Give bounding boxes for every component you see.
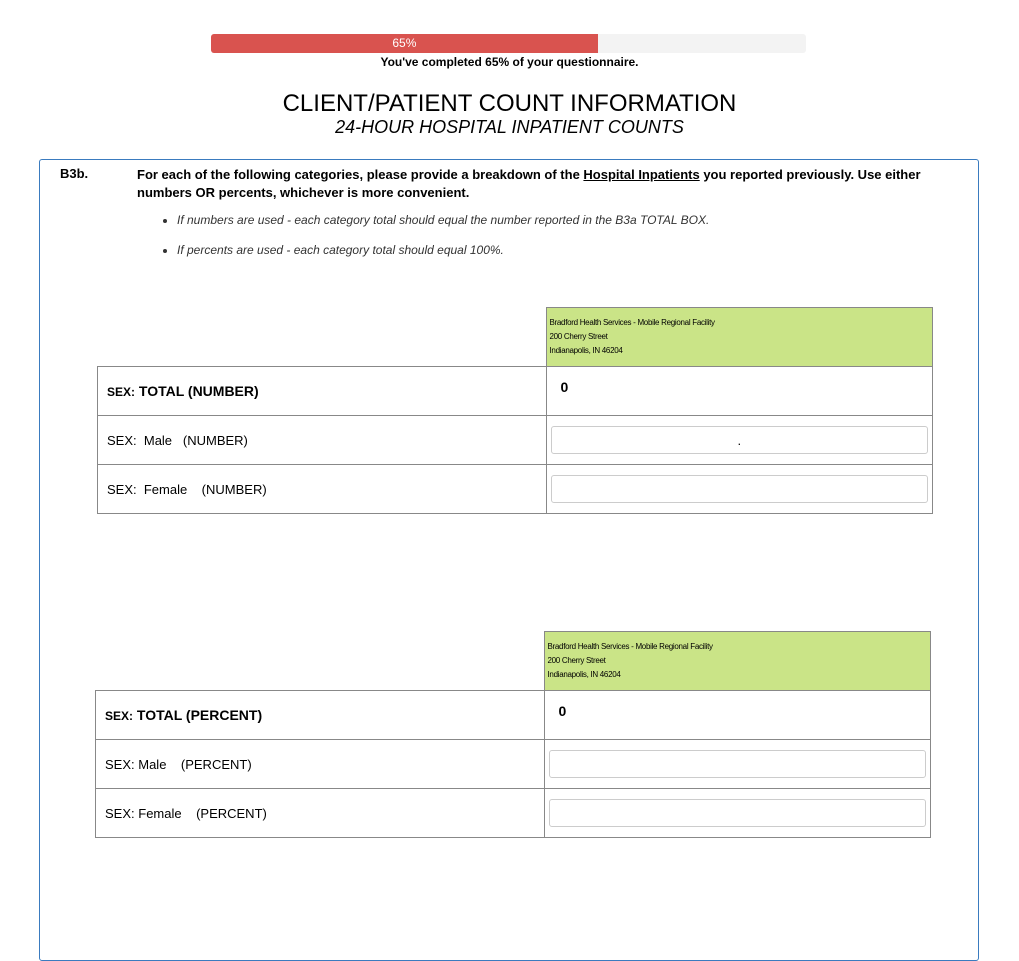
total-number-label: SEX: TOTAL (NUMBER) [98, 367, 547, 416]
question-number: B3b. [60, 166, 89, 181]
total-percent-label: SEX: TOTAL (PERCENT) [96, 691, 545, 740]
instruction-item: • If numbers are used - each category total should equal the number reported in the B3a TOTAL BOX. [177, 212, 709, 228]
page-subtitle: 24-HOUR HOSPITAL INPATIENT COUNTS [335, 117, 684, 137]
instruction-item: • If percents are used - each category total should equal 100%. [177, 242, 709, 258]
female-number-label: SEX: Female (NUMBER) [98, 465, 547, 514]
hospital-inpatients-link[interactable]: Hospital Inpatients [583, 167, 700, 182]
number-table [97, 307, 933, 514]
female-percent-label: SEX: Female (PERCENT) [96, 789, 545, 838]
male-percent-input[interactable] [549, 750, 927, 778]
progress-text: You've completed 65% of your questionnaire. [380, 55, 639, 69]
male-percent-label: SEX: Male (PERCENT) [96, 740, 545, 789]
total-percent-value: 0 [544, 691, 931, 740]
question-panel [39, 159, 979, 961]
female-percent-input[interactable] [549, 799, 927, 827]
facility-city: Indianapolis, IN 46204 [547, 670, 621, 679]
total-number-value: 0 [546, 367, 933, 416]
progress-bar [211, 34, 806, 53]
facility-street: 200 Cherry Street [547, 656, 606, 665]
question-text [137, 166, 947, 202]
facility-city: Indianapolis, IN 46204 [549, 346, 623, 355]
question-text-b: you reported previously. Use either numbers OR percents, whichever is more convenient. [137, 167, 921, 200]
female-number-input[interactable] [551, 475, 929, 503]
instructions-list [137, 212, 709, 272]
male-number-label: SEX: Male (NUMBER) [98, 416, 547, 465]
facility-header [546, 308, 933, 367]
question-text-a: For each of the following categories, please provide a breakdown of the [137, 167, 584, 182]
facility-header [544, 632, 931, 691]
facility-name: Bradford Health Services - Mobile Regional Facility [549, 318, 715, 327]
progress-fill: 65% [211, 34, 598, 53]
percent-table [95, 631, 931, 838]
facility-street: 200 Cherry Street [549, 332, 608, 341]
facility-name: Bradford Health Services - Mobile Regional Facility [547, 642, 713, 651]
page-title: CLIENT/PATIENT COUNT INFORMATION [282, 90, 737, 117]
male-number-input[interactable] [551, 426, 929, 454]
